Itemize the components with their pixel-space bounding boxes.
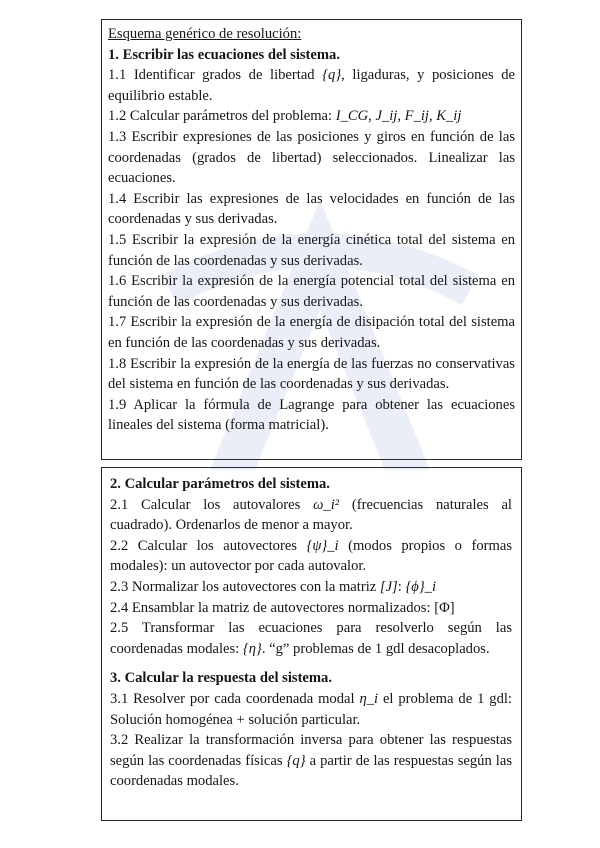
step-2-4: 2.4 Ensamblar la matriz de autovectores normalizados: [Φ] — [110, 599, 455, 616]
section-1-box — [101, 19, 522, 460]
step-2-5: 2.5 Transformar las ecuaciones para resolverlo según las coordenadas modales: {η}. “g” problemas de 1 gdl desacoplados. — [110, 620, 512, 657]
step-1-5: 1.5 Escribir la expresión de la energía cinética total del sistema en función de las coordenadas y sus derivadas. — [108, 231, 515, 269]
section-2-heading: 2. Calcular parámetros del sistema. — [110, 476, 330, 492]
math-q-physical: {q} — [286, 752, 306, 769]
step-2-3: 2.3 Normalizar los autovectores con la matriz [J]: {ϕ}_i — [110, 578, 437, 595]
math-omega: ω_i² — [313, 496, 340, 513]
step-1-2: 1.2 Calcular parámetros del problema: I_CG, J_ij, F_ij, K_ij — [108, 108, 462, 125]
math-J: [J] — [379, 578, 398, 595]
step-1-4: 1.4 Escribir las expresiones de las velocidades en función de las coordenadas y sus derivadas. — [108, 190, 515, 228]
math-psi: {ψ}_i — [306, 537, 339, 554]
step-3-1: 3.1 Resolver por cada coordenada modal η_i el problema de 1 gdl: Solución homogénea + solución particular. — [110, 690, 512, 728]
section-2-3-box — [101, 467, 522, 821]
step-1-8: 1.8 Escribir la expresión de la energía de las fuerzas no conservativas del sistema en función de las coordenadas y sus derivadas. — [108, 355, 515, 393]
step-1-6: 1.6 Escribir la expresión de la energía potencial total del sistema en función de las coordenadas y sus derivadas. — [108, 273, 515, 310]
math-eta: {η} — [242, 640, 262, 657]
math-Phi: [Φ] — [434, 599, 455, 616]
step-1-3: 1.3 Escribir expresiones de las posiciones y giros en función de las coordenadas (grados de libertad) seleccionados. Linealizar las ecuaciones. — [108, 128, 515, 187]
math-q: {q} — [322, 67, 342, 84]
step-3-2: 3.2 Realizar la transformación inversa para obtener las respuestas según las coordenadas físicas {q} a partir de las respuestas según las coordenadas modales. — [110, 732, 512, 790]
section-1-heading: 1. Escribir las ecuaciones del sistema. — [108, 46, 340, 63]
math-params: I_CG, J_ij, F_ij, K_ij — [335, 108, 462, 125]
scheme-title: Esquema genérico de resolución: — [108, 26, 302, 42]
step-2-1: 2.1 Calcular los autovalores ω_i² (frecuencias naturales al cuadrado). Ordenarlos de menor a mayor. — [110, 496, 512, 534]
math-phi: {ϕ}_i — [405, 578, 437, 595]
math-eta-i: η_i — [359, 690, 379, 707]
step-1-7: 1.7 Escribir la expresión de la energía de disipación total del sistema en función de las coordenadas y sus derivadas. — [108, 314, 515, 351]
step-1-1: 1.1 Identificar grados de libertad {q}, ligaduras, y posiciones de equilibrio estable. — [108, 67, 515, 104]
step-2-2: 2.2 Calcular los autovectores {ψ}_i (modos propios o formas modales): un autovector por cada autovalor. — [110, 537, 512, 575]
section-3-heading: 3. Calcular la respuesta del sistema. — [110, 670, 333, 687]
step-1-9: 1.9 Aplicar la fórmula de Lagrange para obtener las ecuaciones lineales del sistema (forma matricial). — [108, 396, 515, 434]
